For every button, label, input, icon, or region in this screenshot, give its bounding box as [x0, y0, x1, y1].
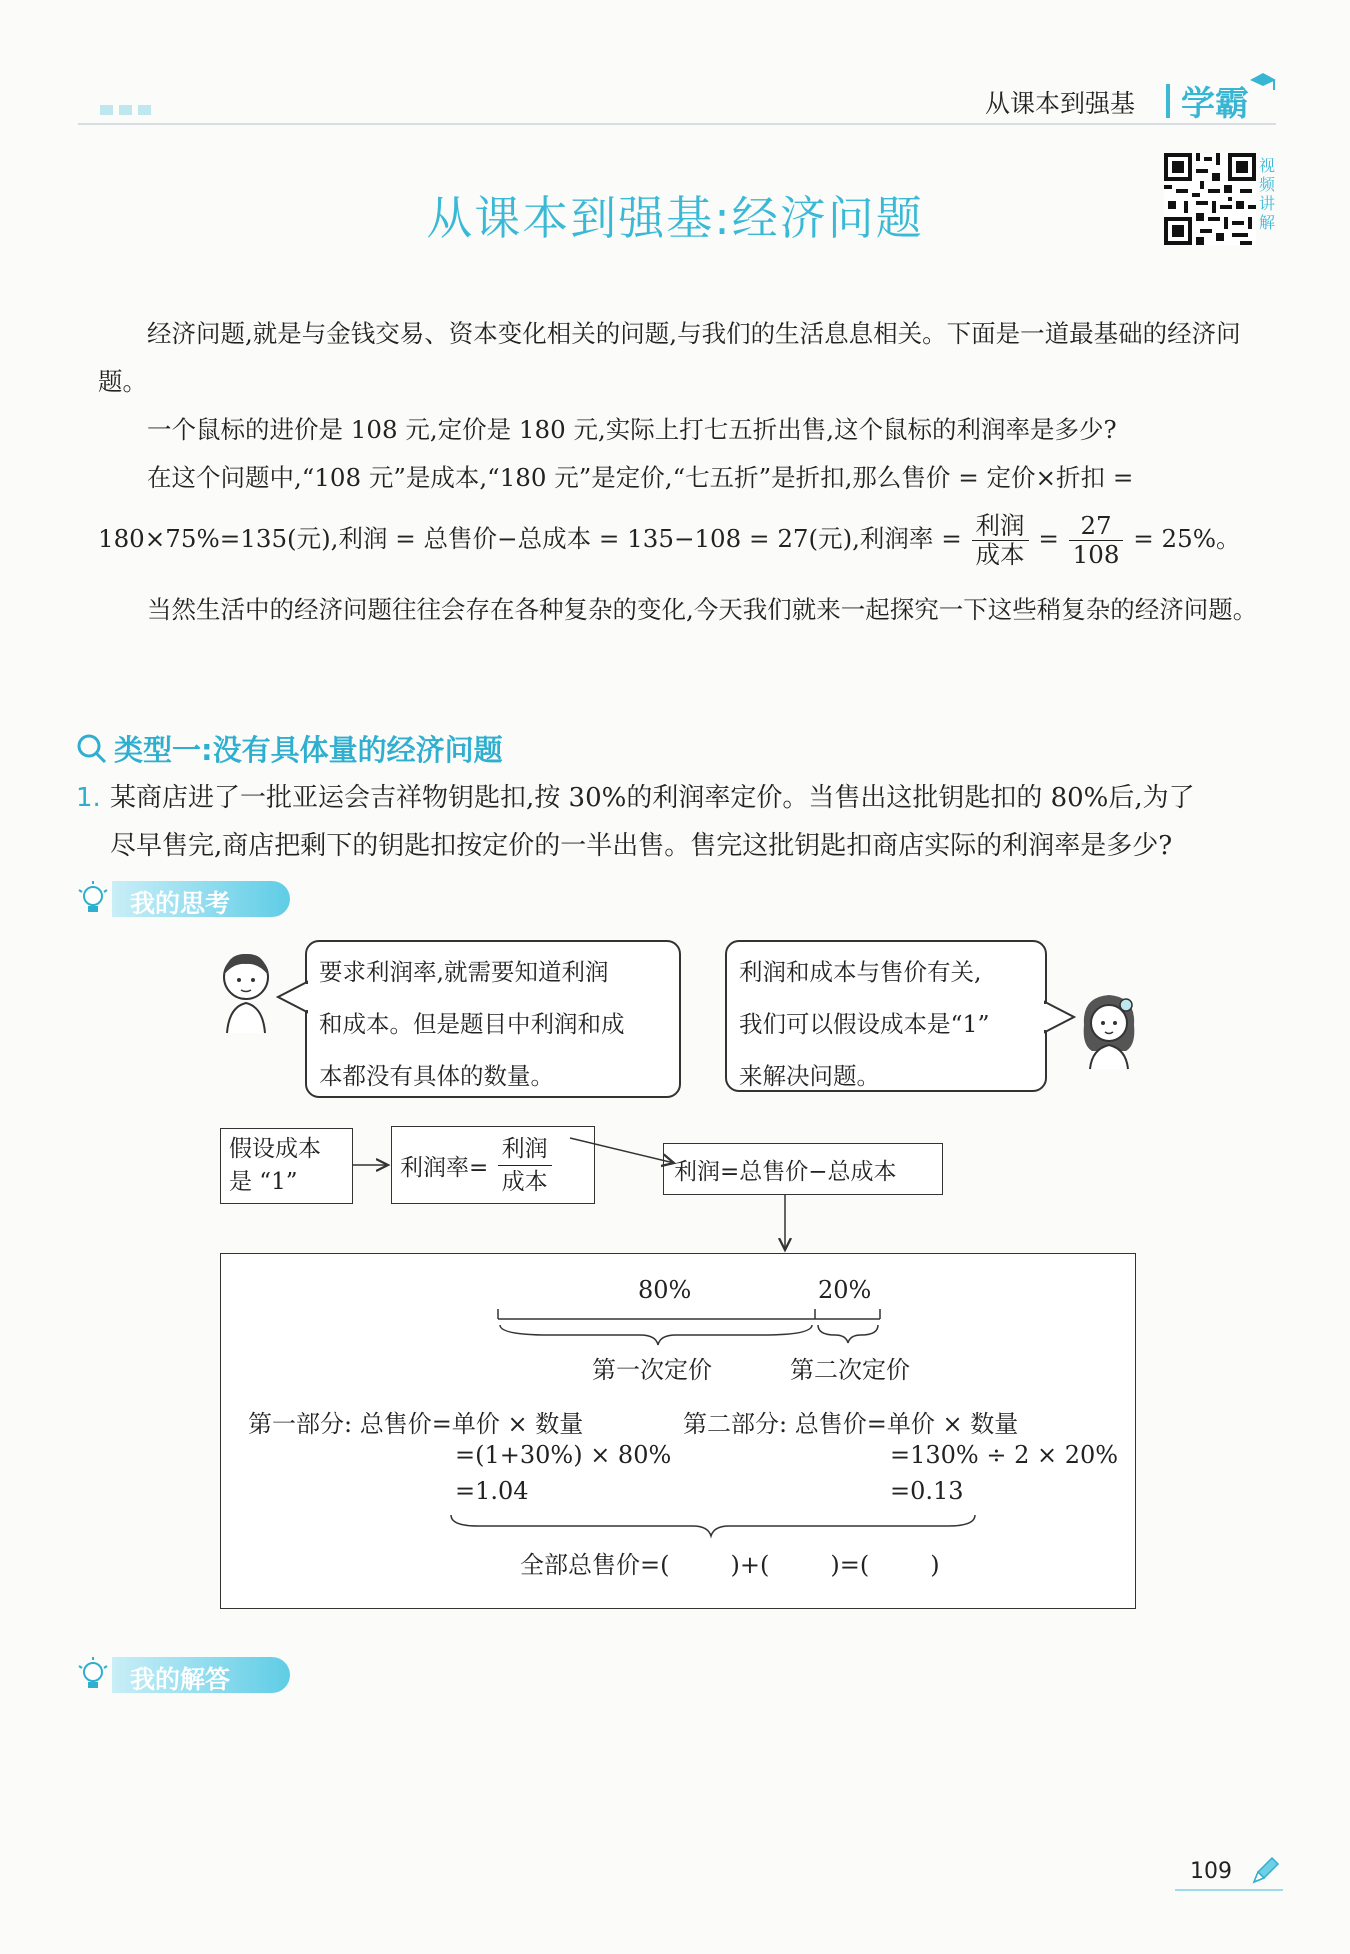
- percent-label-20: 20%: [818, 1276, 872, 1304]
- bubble-line: 我们可以假设成本是“1”: [739, 1010, 990, 1038]
- bubble-line: 来解决问题。: [739, 1062, 880, 1090]
- fraction-denominator: 成本: [975, 540, 1025, 569]
- page-title: 从课本到强基:经济问题: [426, 191, 924, 245]
- intro-paragraph-2: 一个鼠标的进价是 108 元,定价是 180 元,实际上打七五折出售,这个鼠标的利润率是多少?: [147, 415, 1117, 444]
- segment-braces: [490, 1305, 890, 1350]
- bubble-line: 要求利润率,就需要知道利润: [319, 958, 609, 986]
- question-line-2: 尽早售完,商店把剩下的钥匙扣按定价的一半出售。售完这批钥匙扣商店实际的利润率是多少?: [110, 831, 1173, 861]
- fraction-numerator: 27: [1069, 512, 1124, 541]
- rate-prefix: 利润率=: [400, 1155, 489, 1181]
- part2-step2: =130% ÷ 2 × 20%: [890, 1441, 1119, 1469]
- lightbulb-icon: [76, 1656, 110, 1692]
- fraction-denominator: 成本: [501, 1169, 548, 1195]
- fraction-denominator: 108: [1072, 540, 1120, 569]
- bubble-line: 和成本。但是题目中利润和成: [319, 1010, 625, 1038]
- fraction-numerator: 利润: [972, 512, 1029, 541]
- part1-step2: =(1+30%) × 80%: [455, 1441, 672, 1469]
- footer-rule: [1175, 1889, 1283, 1891]
- equals-sign: =: [1038, 524, 1059, 553]
- part1-label: 第一部分: 总售价=单价 × 数量: [248, 1410, 584, 1438]
- question-line-1: 某商店进了一批亚运会吉祥物钥匙扣,按 30%的利润率定价。当售出这批钥匙扣的 80%后,为了: [110, 783, 1195, 813]
- part1-step3: =1.04: [455, 1477, 529, 1505]
- flow-box-line: 是 “1”: [229, 1169, 298, 1195]
- section-heading: 类型一:没有具体量的经济问题: [114, 733, 503, 767]
- intro-paragraph-3a: 在这个问题中,“108 元”是成本,“180 元”是定价,“七五折”是折扣,那么售价 = 定价×折扣 =: [147, 463, 1134, 492]
- segment-label-second: 第二次定价: [790, 1356, 910, 1384]
- result-text: = 25%。: [1133, 524, 1241, 553]
- series-title: 从课本到强基: [985, 89, 1136, 118]
- answer-label: 我的解答: [130, 1665, 231, 1694]
- page-number: 109: [1190, 1859, 1232, 1884]
- total-sales-blank[interactable]: 全部总售价=( )+( )=( ): [520, 1551, 940, 1579]
- bubble-line: 利润和成本与售价有关,: [739, 958, 982, 986]
- bubble-line: 本都没有具体的数量。: [319, 1062, 554, 1090]
- thinking-label: 我的思考: [130, 889, 231, 918]
- percent-label-80: 80%: [638, 1276, 692, 1304]
- intro-paragraph-1: 经济问题,就是与金钱交易、资本变化相关的问题,与我们的生活息息相关。下面是一道最基础的经济问题。: [98, 319, 1241, 396]
- part2-step3: =0.13: [890, 1477, 964, 1505]
- flow-box-line: 假设成本: [229, 1136, 321, 1162]
- calc-text: 180×75%=135(元),利润 = 总售价−总成本 = 135−108 = 27(元),利润率 =: [98, 524, 962, 553]
- intro-paragraph-4: 当然生活中的经济问题往往会存在各种复杂的变化,今天我们就来一起探究一下这些稍复杂的经济问题。: [147, 595, 1258, 624]
- question-number: 1.: [76, 783, 101, 813]
- sum-brace: [448, 1512, 978, 1540]
- qr-label: 视频讲解: [1259, 156, 1276, 232]
- flow-box-profit: 利润=总售价−总成本: [663, 1143, 943, 1195]
- part2-label: 第二部分: 总售价=单价 × 数量: [683, 1410, 1019, 1438]
- fraction-numerator: 利润: [498, 1133, 552, 1166]
- brand-logo: 学霸: [1181, 84, 1249, 124]
- segment-label-first: 第一次定价: [592, 1356, 712, 1384]
- pencil-icon: [1250, 1856, 1280, 1886]
